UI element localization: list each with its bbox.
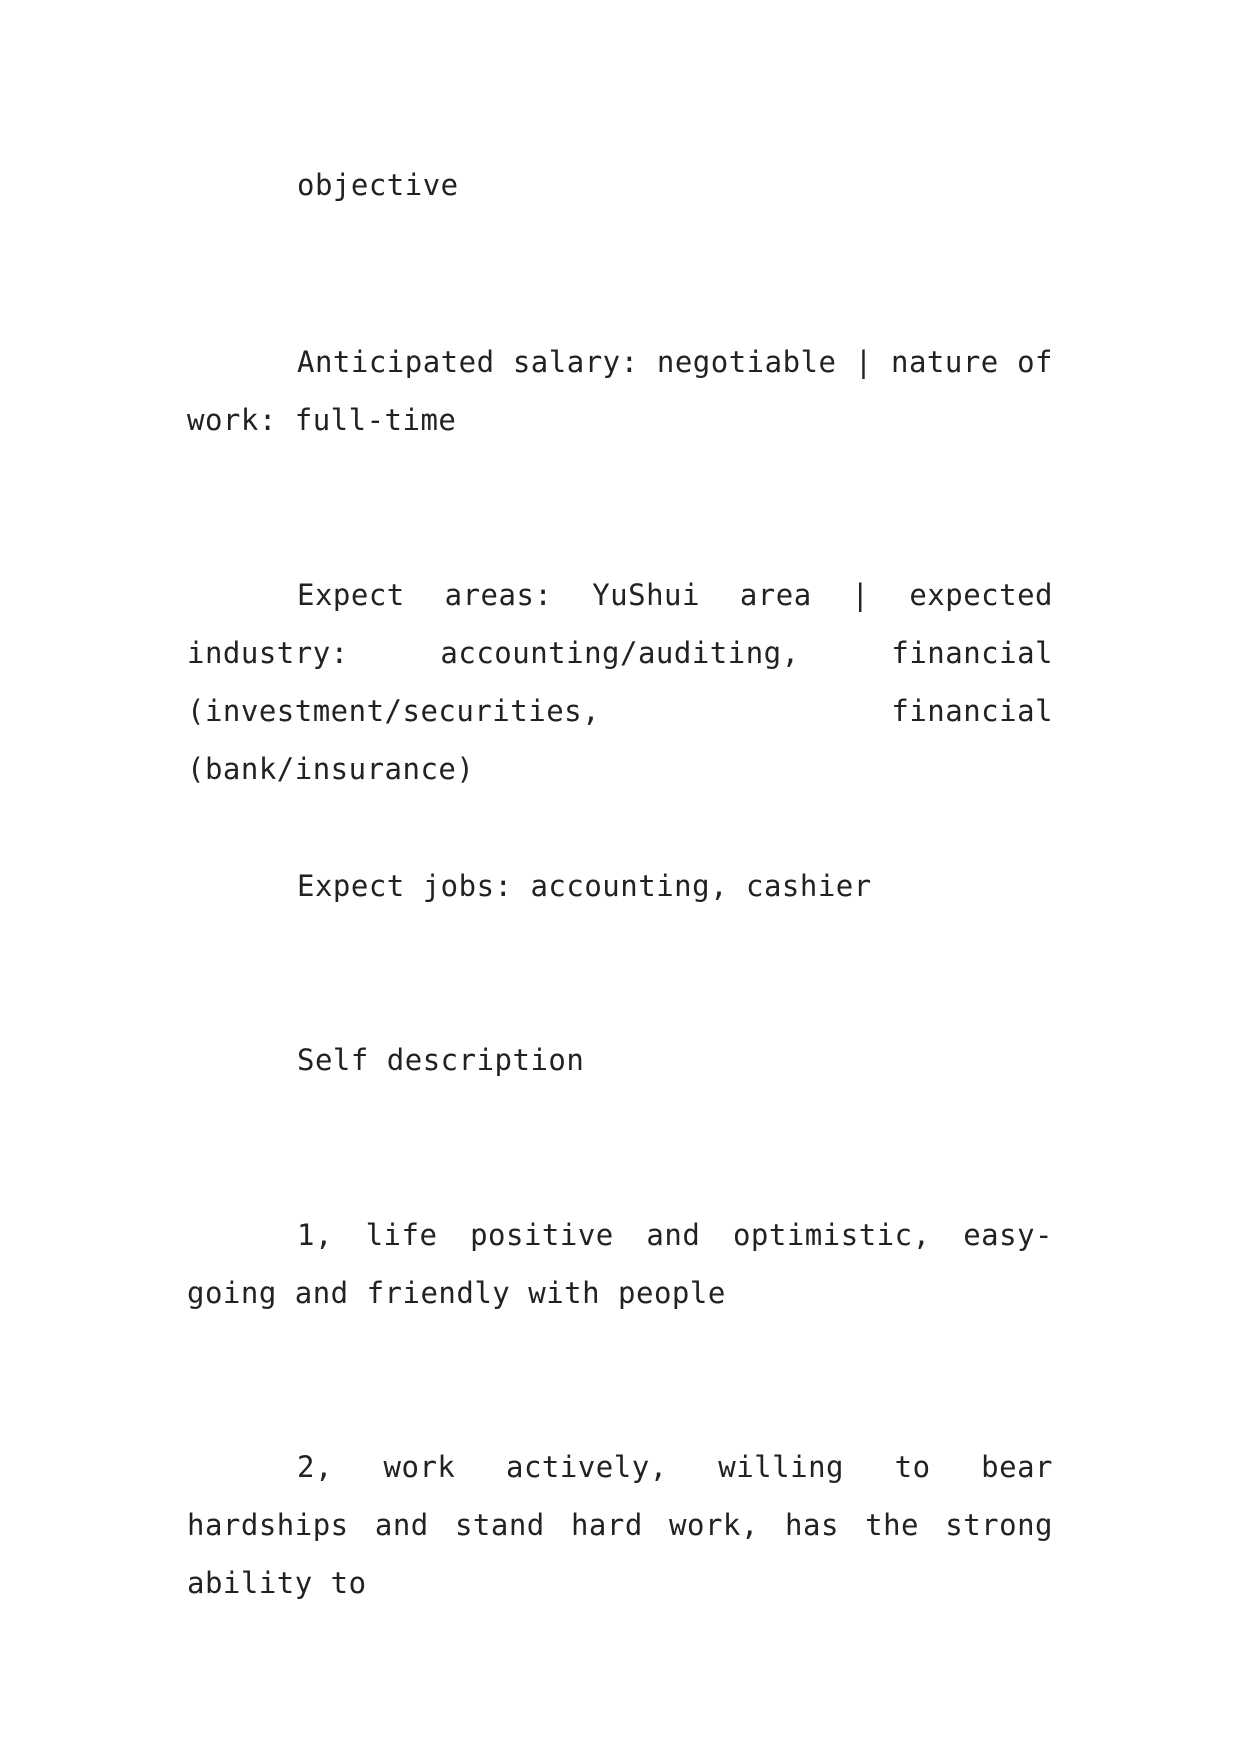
self-description-item-1: 1, life positive and optimistic, easy-going and friendly with people [187,1218,1053,1310]
self-description-item-2: 2, work actively, willing to bear hardships and stand hard work, has the strong ability to [187,1450,1053,1600]
self-description-heading: Self description [297,1043,585,1077]
areas-paragraph: Expect areas: YuShui area | expected industry: accounting/auditing, financial (investment/securities, financial (bank/insurance) [187,578,1053,786]
salary-paragraph: Anticipated salary: negotiable | nature of work: full-time [187,345,1053,437]
objective-heading: objective [297,168,459,202]
jobs-paragraph: Expect jobs: accounting, cashier [297,869,872,903]
